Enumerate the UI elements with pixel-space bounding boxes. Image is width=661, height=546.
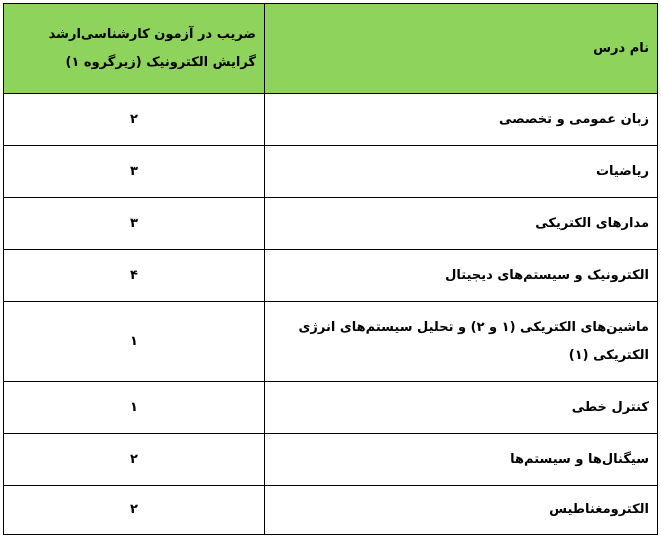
table-header-row xyxy=(4,4,658,94)
coefficient-cell: ۳ xyxy=(4,198,265,250)
course-name-cell: الکترومغناطیس xyxy=(265,486,658,535)
table-row xyxy=(4,198,658,250)
coefficient-cell: ۱ xyxy=(4,302,265,382)
coefficient-cell: ۲ xyxy=(4,94,265,146)
header-coefficient-line2: گرایش الکترونیک (زیرگروه ۱) xyxy=(65,54,256,70)
coefficient-cell: ۱ xyxy=(4,382,265,434)
course-name-cell: کنترل خطی xyxy=(265,382,658,434)
course-name-cell: سیگنال‌ها و سیستم‌ها xyxy=(265,434,658,486)
table-row xyxy=(4,146,658,198)
course-name-cell: ماشین‌های الکتریکی (۱ و ۲) و تحلیل سیستم‌های انرژی الکتریکی (۱) xyxy=(265,302,658,382)
header-course-name: نام درس xyxy=(265,4,658,94)
coefficient-cell: ۴ xyxy=(4,250,265,302)
course-coefficient-table-container xyxy=(3,3,658,535)
coefficient-cell: ۲ xyxy=(4,434,265,486)
coefficient-cell: ۲ xyxy=(4,486,265,535)
table-row xyxy=(4,382,658,434)
header-coefficient xyxy=(4,4,265,94)
table-row xyxy=(4,486,658,535)
table-row xyxy=(4,434,658,486)
course-coefficient-table xyxy=(3,3,658,535)
course-name-cell: زبان عمومی و تخصصی xyxy=(265,94,658,146)
coefficient-cell: ۳ xyxy=(4,146,265,198)
course-name-cell: مدارهای الکتریکی xyxy=(265,198,658,250)
table-row xyxy=(4,94,658,146)
course-name-cell: ریاضیات xyxy=(265,146,658,198)
header-coefficient-line1: ضریب در آزمون کارشناسی‌ارشد xyxy=(48,26,256,42)
table-row xyxy=(4,250,658,302)
table-row xyxy=(4,302,658,382)
course-name-cell: الکترونیک و سیستم‌های دیجیتال xyxy=(265,250,658,302)
